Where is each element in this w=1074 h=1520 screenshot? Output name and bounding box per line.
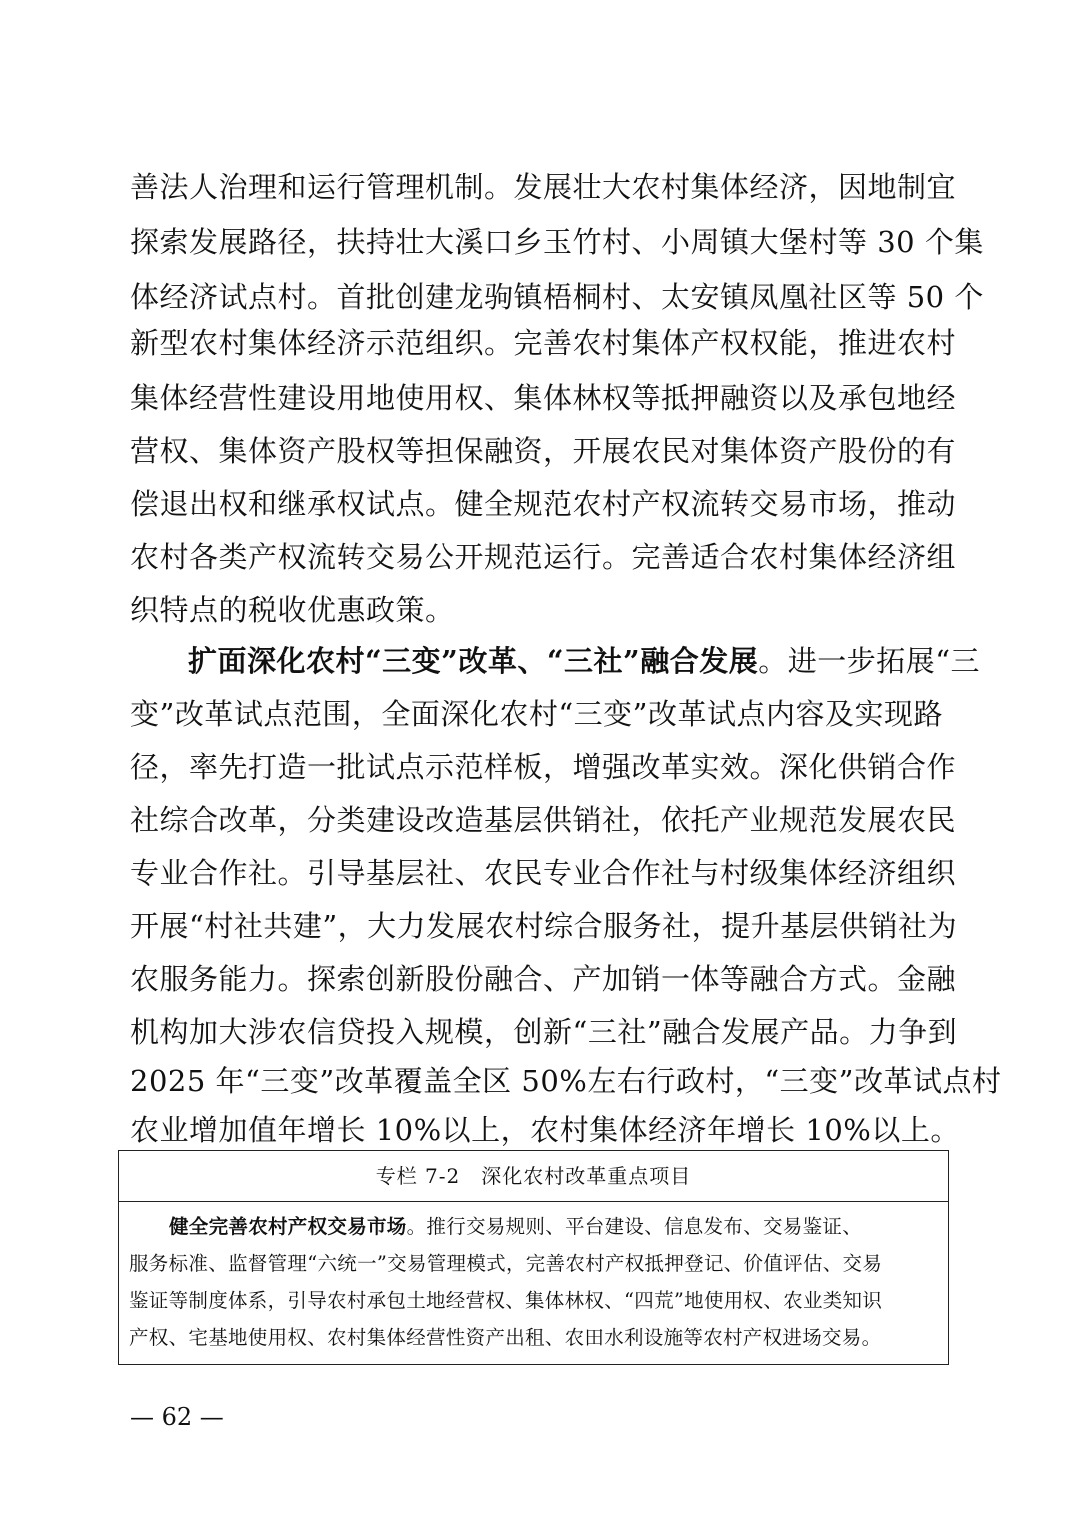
feature-box-first-line-text: 。推行交易规则、平台建设、信息发布、交易鉴证、 <box>406 1215 863 1238</box>
paragraph-line: 善法人治理和运行管理机制。发展壮大农村集体经济，因地制宜 <box>130 170 957 204</box>
feature-box-line: 服务标准、监督管理“六统一”交易管理模式，完善农村产权抵押登记、价值评估、交易 <box>129 1252 883 1275</box>
paragraph-line: 织特点的税收优惠政策。 <box>130 593 455 627</box>
paragraph-line: 农村各类产权流转交易公开规范运行。完善适合农村集体经济组 <box>130 540 957 574</box>
paragraph-line: 农服务能力。探索创新股份融合、产加销一体等融合方式。金融 <box>130 962 957 996</box>
paragraph-line: 探索发展路径，扶持壮大溪口乡玉竹村、小周镇大堡村等 30 个集 <box>130 225 984 259</box>
page-number: — 62 — <box>130 1403 224 1431</box>
paragraph-line: 专业合作社。引导基层社、农民专业合作社与村级集体经济组织 <box>130 856 957 890</box>
paragraph-line: 偿退出权和继承权试点。健全规范农村产权流转交易市场，推动 <box>130 487 957 521</box>
feature-box-title: 专栏 7-2 深化农村改革重点项目 <box>119 1151 948 1202</box>
paragraph-line: 营权、集体资产股权等担保融资，开展农民对集体资产股份的有 <box>130 434 957 468</box>
feature-box-heading: 健全完善农村产权交易市场 <box>169 1215 407 1238</box>
paragraph-line: 径，率先打造一批试点示范样板，增强改革实效。深化供销合作 <box>130 750 957 784</box>
paragraph-line: 社综合改革，分类建设改造基层供销社，依托产业规范发展农民 <box>130 803 957 837</box>
paragraph-line: 新型农村集体经济示范组织。完善农村集体产权权能，推进农村 <box>130 326 957 360</box>
paragraph-line: 体经济试点村。首批创建龙驹镇梧桐村、太安镇凤凰社区等 50 个 <box>130 280 984 314</box>
paragraph-line: 机构加大涉农信贷投入规模，创新“三社”融合发展产品。力争到 <box>130 1015 958 1049</box>
paragraph-line: 集体经营性建设用地使用权、集体林权等抵押融资以及承包地经 <box>130 381 957 415</box>
paragraph-line: 变”改革试点范围，全面深化农村“三变”改革试点内容及实现路 <box>130 697 943 731</box>
paragraph-first-line <box>188 641 980 681</box>
paragraph-line: 开展“村社共建”，大力发展农村综合服务社，提升基层供销社为 <box>130 909 958 943</box>
paragraph-line: 2025 年“三变”改革覆盖全区 50%左右行政村，“三变”改革试点村 <box>130 1064 1002 1098</box>
paragraph-line: 农业增加值年增长 10%以上，农村集体经济年增长 10%以上。 <box>130 1113 960 1147</box>
paragraph-first-line-text: 。进一步拓展“三 <box>758 644 981 678</box>
feature-box <box>118 1150 949 1365</box>
feature-box-first-line <box>169 1212 862 1242</box>
feature-box-line: 产权、宅基地使用权、农村集体经营性资产出租、农田水利设施等农村产权进场交易。 <box>129 1326 882 1349</box>
paragraph-heading: 扩面深化农村“三变”改革、“三社”融合发展 <box>188 644 759 678</box>
feature-box-line: 鉴证等制度体系，引导农村承包土地经营权、集体林权、“四荒”地使用权、农业类知识 <box>129 1289 883 1312</box>
